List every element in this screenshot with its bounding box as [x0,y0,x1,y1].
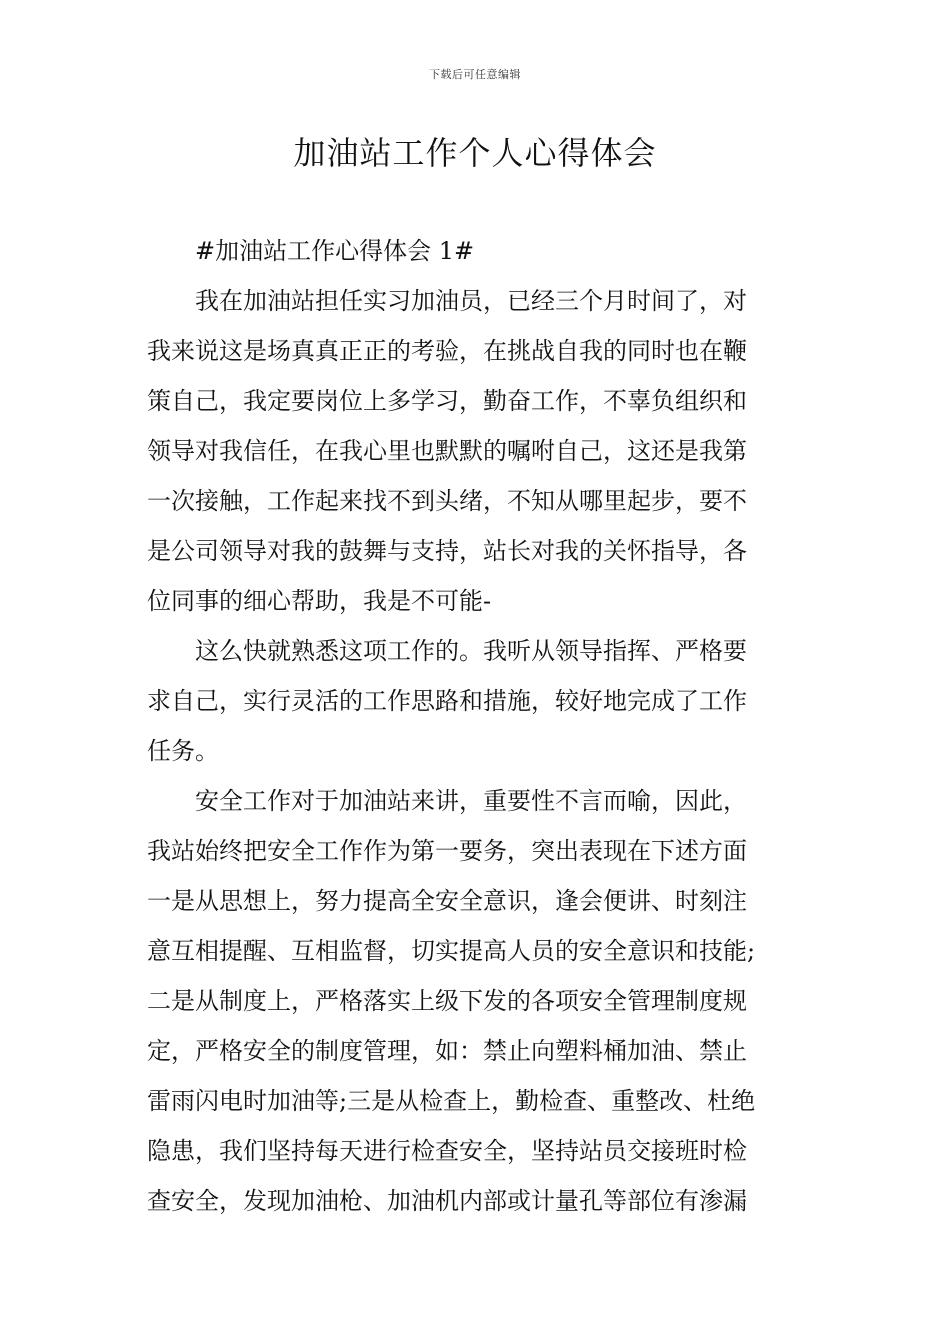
paragraph-line: 求自己，实行灵活的工作思路和措施，较好地完成了工作 [147,687,747,715]
paragraph-line: 雷雨闪电时加油等;三是从检查上，勤检查、重整改、杜绝 [147,1087,756,1115]
header-note: 下载后可任意编辑 [429,68,521,81]
paragraph-line: 安全工作对于加油站来讲，重要性不言而喻，因此， [195,787,747,815]
paragraph-line: 这么快就熟悉这项工作的。我听从领导指挥、严格要 [195,637,747,665]
section-heading: #加油站工作心得体会 1# [195,237,475,265]
paragraph-line: 查安全，发现加油枪、加油机内部或计量孔等部位有渗漏 [147,1187,747,1215]
paragraph-line: 我在加油站担任实习加油员，已经三个月时间了，对 [195,287,747,315]
document-title: 加油站工作个人心得体会 [293,134,657,172]
paragraph-line: 定，严格安全的制度管理，如：禁止向塑料桶加油、禁止 [147,1037,747,1065]
paragraph-line: 隐患，我们坚持每天进行检查安全，坚持站员交接班时检 [147,1137,747,1165]
paragraph-line: 位同事的细心帮助，我是不可能- [147,587,492,615]
paragraph-line: 二是从制度上，严格落实上级下发的各项安全管理制度规 [147,987,747,1015]
paragraph-line: 任务。 [147,737,219,765]
paragraph-line: 我站始终把安全工作作为第一要务，突出表现在下述方面 [147,837,747,865]
document-body [147,226,807,1226]
paragraph-line: 我来说这是场真真正正的考验，在挑战自我的同时也在鞭 [147,337,747,365]
paragraph-line: 领导对我信任，在我心里也默默的嘱咐自己，这还是我第 [147,437,747,465]
paragraph-line: 是公司领导对我的鼓舞与支持，站长对我的关怀指导，各 [147,537,747,565]
paragraph-line: 意互相提醒、互相监督，切实提高人员的安全意识和技能; [147,937,756,965]
paragraph-line: 策自己，我定要岗位上多学习，勤奋工作，不辜负组织和 [147,387,747,415]
paragraph-line: 一是从思想上，努力提高全安全意识，逢会便讲、时刻注 [147,887,747,915]
paragraph-line: 一次接触，工作起来找不到头绪，不知从哪里起步，要不 [147,487,747,515]
